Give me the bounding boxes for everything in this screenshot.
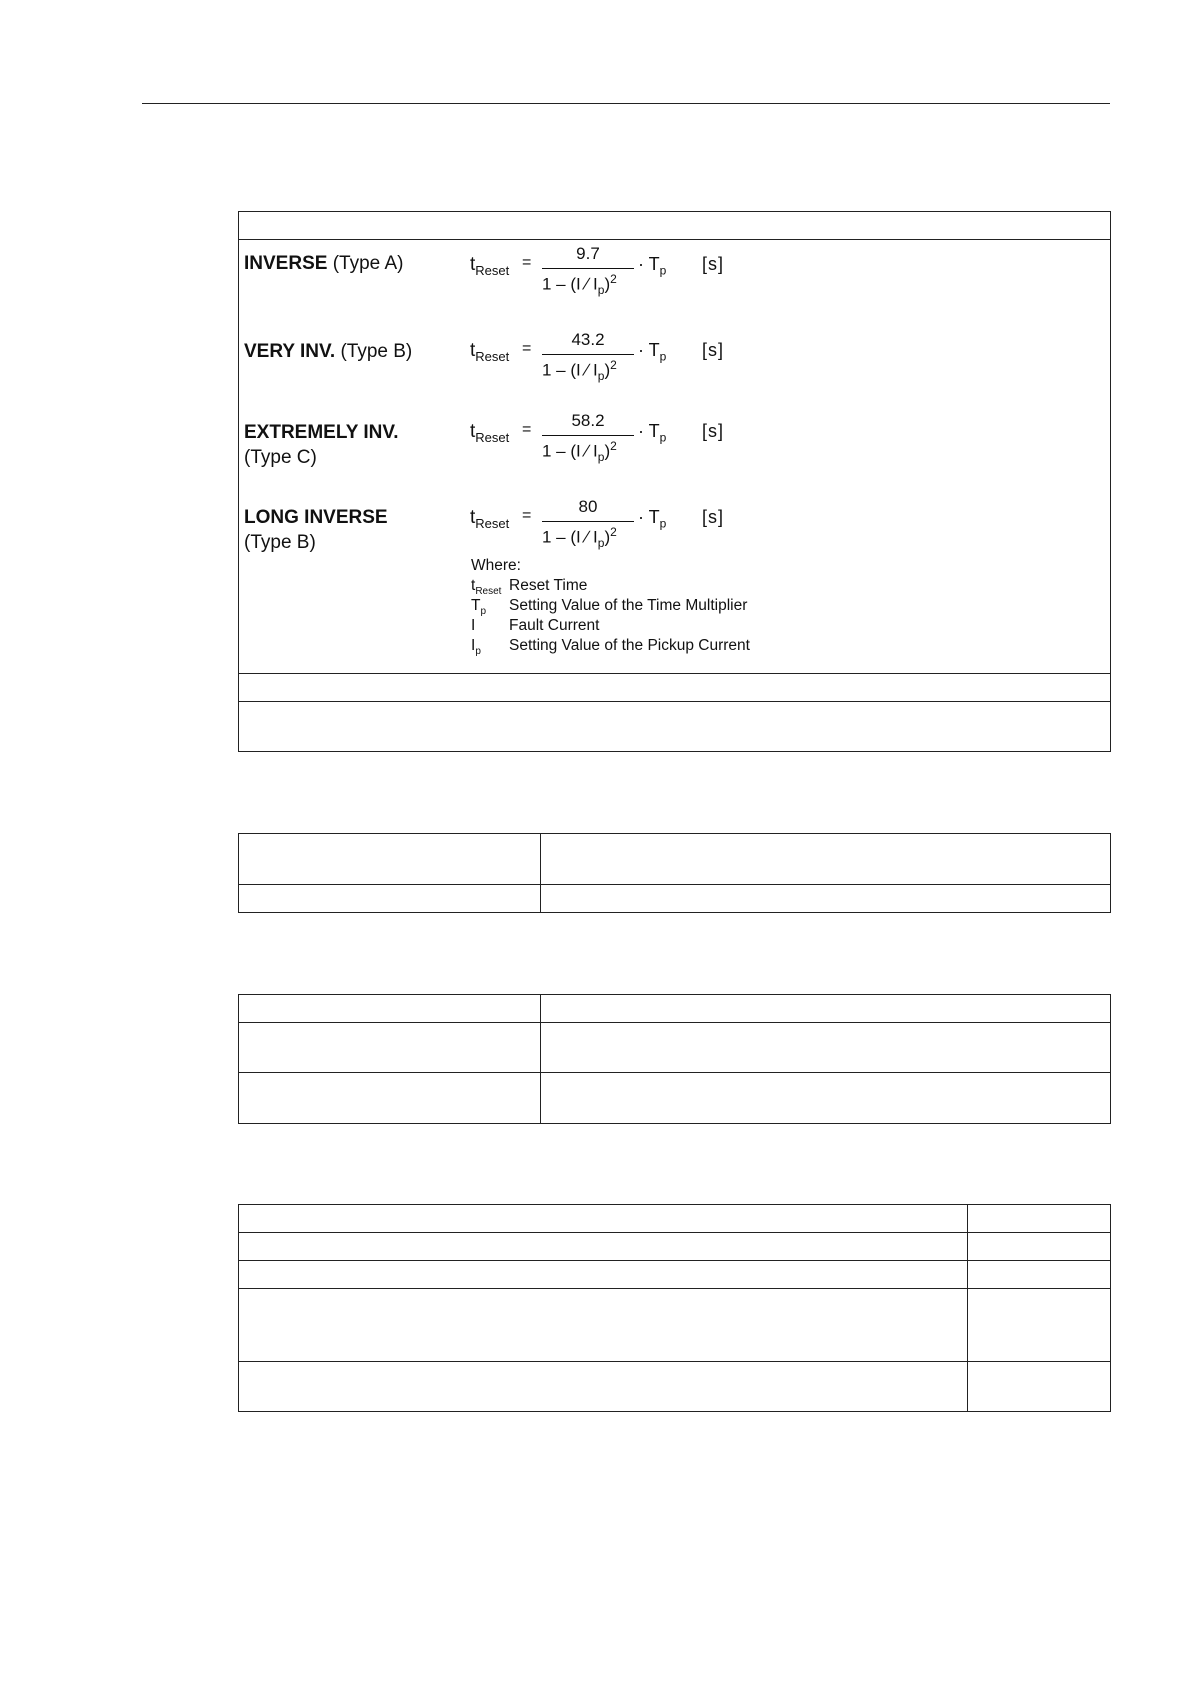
equals-sign: = bbox=[522, 507, 532, 524]
t-reset-symbol: $t_{Reset}$ bbox=[470, 507, 510, 531]
table-2-row-divider bbox=[238, 884, 1111, 885]
legend-item bbox=[471, 596, 748, 618]
numerator: 43.2 bbox=[571, 330, 605, 349]
formula-very-inverse bbox=[470, 330, 750, 400]
curve-label-extremely-inverse: EXTREMELY INV. (Type C) bbox=[244, 422, 399, 468]
table-3-column-divider bbox=[540, 994, 541, 1124]
t-reset-symbol: $t_{Reset}$ bbox=[470, 340, 510, 364]
legend-title: Where: bbox=[471, 557, 521, 574]
table-4 bbox=[238, 1204, 1111, 1412]
legend-item bbox=[471, 636, 750, 658]
unit: [s] bbox=[702, 507, 725, 527]
legend-description: Fault Current bbox=[509, 617, 600, 634]
table-2 bbox=[238, 833, 1111, 913]
table-header-divider bbox=[238, 239, 1111, 240]
legend-symbol: $T_p$ bbox=[471, 597, 487, 618]
curve-label-inverse: INVERSE (Type A) bbox=[244, 253, 404, 274]
unit: [s] bbox=[702, 254, 725, 274]
denominator: 1 – (I ∕ $I_p)^2$ bbox=[542, 272, 617, 298]
time-multiplier: · $T_p$ bbox=[638, 340, 667, 364]
unit: [s] bbox=[702, 421, 725, 441]
table-4-row-divider-3 bbox=[238, 1288, 1111, 1289]
equals-sign: = bbox=[522, 340, 532, 357]
fraction-bar bbox=[542, 435, 634, 436]
curve-label-long-inverse: LONG INVERSE (Type B) bbox=[244, 507, 388, 553]
table-4-column-divider bbox=[967, 1204, 968, 1412]
numerator: 9.7 bbox=[576, 244, 600, 263]
table-footer-divider-2 bbox=[238, 701, 1111, 702]
equals-sign: = bbox=[522, 254, 532, 271]
table-4-row-divider-1 bbox=[238, 1232, 1111, 1233]
legend-description: Setting Value of the Time Multiplier bbox=[509, 597, 748, 614]
legend-item bbox=[471, 616, 600, 636]
table-3-row-divider-1 bbox=[238, 1022, 1111, 1023]
table-3 bbox=[238, 994, 1111, 1124]
numerator: 80 bbox=[578, 497, 598, 516]
fraction-bar bbox=[542, 354, 634, 355]
legend-symbol: $t_{Reset}$ bbox=[471, 577, 502, 598]
table-footer-divider-1 bbox=[238, 673, 1111, 674]
denominator: 1 – (I ∕ $I_p)^2$ bbox=[542, 439, 617, 465]
legend-item bbox=[471, 576, 588, 598]
unit: [s] bbox=[702, 340, 725, 360]
denominator: 1 – (I ∕ $I_p)^2$ bbox=[542, 358, 617, 384]
time-multiplier: · $T_p$ bbox=[638, 507, 667, 531]
time-multiplier: · $T_p$ bbox=[638, 421, 667, 445]
numerator: 58.2 bbox=[571, 411, 605, 430]
t-reset-symbol: $t_{Reset}$ bbox=[470, 421, 510, 445]
legend-description: Setting Value of the Pickup Current bbox=[509, 637, 750, 654]
denominator: 1 – (I ∕ $I_p)^2$ bbox=[542, 525, 617, 551]
formula-extremely-inverse bbox=[470, 411, 750, 481]
table-2-column-divider bbox=[540, 833, 541, 913]
fraction-bar bbox=[542, 268, 634, 269]
fraction-bar bbox=[542, 521, 634, 522]
table-4-row-divider-4 bbox=[238, 1361, 1111, 1362]
header-rule bbox=[142, 103, 1110, 104]
t-reset-symbol: $t_{Reset}$ bbox=[470, 254, 510, 278]
table-4-row-divider-2 bbox=[238, 1260, 1111, 1261]
legend-symbol: I bbox=[471, 617, 476, 634]
formula-inverse bbox=[470, 244, 750, 314]
symbol-legend bbox=[471, 556, 750, 658]
time-multiplier: · $T_p$ bbox=[638, 254, 667, 278]
equals-sign: = bbox=[522, 421, 532, 438]
curve-label-very-inverse: VERY INV. (Type B) bbox=[244, 341, 413, 362]
legend-description: Reset Time bbox=[509, 577, 588, 594]
legend-symbol: $I_p$ bbox=[471, 637, 481, 658]
table-3-row-divider-2 bbox=[238, 1072, 1111, 1073]
